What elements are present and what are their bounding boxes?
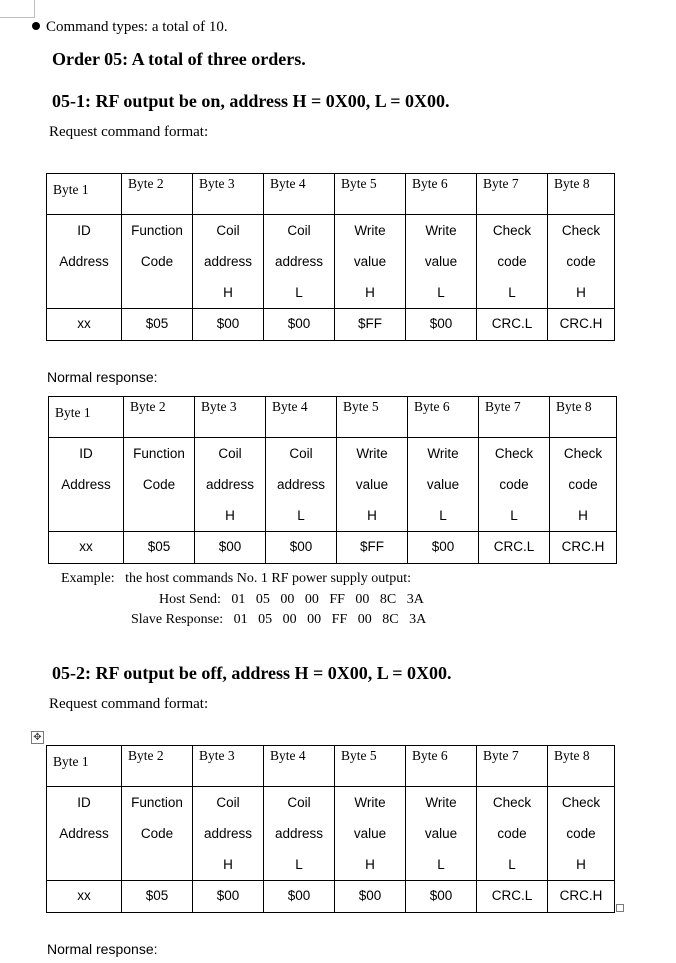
- header-cell: Byte 2: [122, 746, 193, 787]
- value-cell: CRC.H: [548, 309, 615, 341]
- description-line: H: [223, 857, 233, 872]
- section1-normal-label: Normal response:: [47, 369, 158, 385]
- value-cell: xx: [47, 881, 122, 913]
- description-line: Check: [563, 446, 603, 461]
- value-cell: CRC.L: [477, 881, 548, 913]
- description-line: [49, 500, 123, 531]
- description-line: L: [295, 857, 303, 872]
- header-cell: Byte 2: [124, 397, 195, 438]
- description-row: [47, 787, 615, 881]
- bullet-icon: [32, 22, 40, 30]
- header-cell: Byte 5: [335, 746, 406, 787]
- slave-response-line: [131, 612, 426, 628]
- description-cell: [193, 787, 264, 881]
- description-cell: [122, 787, 193, 881]
- description-line: value: [424, 254, 458, 269]
- header-cell: Byte 6: [408, 397, 479, 438]
- header-cell: Byte 4: [264, 746, 335, 787]
- response-table-1: [48, 396, 617, 564]
- description-cell: [406, 787, 477, 881]
- table-resize-handle[interactable]: [616, 904, 624, 912]
- description-cell: [406, 215, 477, 309]
- slave-response-label: Slave Response:: [131, 612, 224, 627]
- header-cell: Byte 5: [335, 174, 406, 215]
- description-line: Address: [61, 477, 111, 492]
- description-line: code: [499, 477, 529, 492]
- description-cell: [335, 787, 406, 881]
- description-row: [47, 215, 615, 309]
- description-line: Write: [354, 795, 386, 810]
- description-line: L: [437, 857, 445, 872]
- header-cell: Byte 6: [406, 746, 477, 787]
- description-line: Coil: [287, 223, 311, 238]
- table-move-handle-icon[interactable]: ✥: [31, 731, 44, 744]
- header-cell: Byte 3: [193, 174, 264, 215]
- description-cell: [548, 787, 615, 881]
- description-line: code: [566, 254, 596, 269]
- value-cell: $00: [335, 881, 406, 913]
- description-line: address: [203, 826, 253, 841]
- description-line: Write: [427, 446, 459, 461]
- description-line: L: [510, 508, 518, 523]
- description-line: Write: [425, 795, 457, 810]
- value-row: [47, 881, 615, 913]
- description-line: [122, 849, 192, 880]
- description-line: Function: [131, 223, 183, 238]
- description-line: Check: [561, 795, 601, 810]
- description-cell: [47, 215, 122, 309]
- description-line: Check: [492, 795, 532, 810]
- description-line: L: [295, 285, 303, 300]
- header-cell: Byte 4: [264, 174, 335, 215]
- header-cell: Byte 1: [49, 397, 124, 438]
- value-cell: CRC.H: [550, 532, 617, 564]
- header-cell: Byte 2: [122, 174, 193, 215]
- description-line: L: [297, 508, 305, 523]
- description-line: [122, 277, 192, 308]
- description-line: H: [365, 857, 375, 872]
- description-line: Address: [59, 826, 109, 841]
- request-table-1: [46, 173, 615, 341]
- header-cell: Byte 8: [548, 746, 615, 787]
- description-line: H: [576, 857, 586, 872]
- header-cell: Byte 4: [266, 397, 337, 438]
- value-cell: $05: [122, 881, 193, 913]
- description-line: L: [508, 285, 516, 300]
- description-line: code: [566, 826, 596, 841]
- description-line: Code: [142, 477, 176, 492]
- value-cell: $00: [193, 881, 264, 913]
- description-line: ID: [77, 795, 91, 810]
- description-line: Function: [131, 795, 183, 810]
- value-cell: $00: [266, 532, 337, 564]
- header-cell: Byte 8: [548, 174, 615, 215]
- description-cell: [122, 215, 193, 309]
- description-line: Check: [492, 223, 532, 238]
- description-line: Write: [354, 223, 386, 238]
- order-title: Order 05: A total of three orders.: [52, 49, 306, 69]
- description-line: L: [437, 285, 445, 300]
- value-cell: CRC.H: [548, 881, 615, 913]
- header-cell: Byte 7: [477, 174, 548, 215]
- value-cell: $00: [406, 881, 477, 913]
- description-cell: [550, 438, 617, 532]
- description-cell: [548, 215, 615, 309]
- description-line: H: [367, 508, 377, 523]
- description-cell: [477, 787, 548, 881]
- description-line: Coil: [289, 446, 313, 461]
- host-send-line: [159, 592, 424, 608]
- header-row: [49, 397, 617, 438]
- description-line: [47, 277, 121, 308]
- description-line: code: [497, 254, 527, 269]
- description-line: address: [205, 477, 255, 492]
- header-cell: Byte 7: [479, 397, 550, 438]
- header-row: [47, 174, 615, 215]
- description-line: L: [508, 857, 516, 872]
- header-cell: Byte 3: [193, 746, 264, 787]
- description-cell: [264, 787, 335, 881]
- value-cell: $05: [122, 309, 193, 341]
- value-cell: xx: [47, 309, 122, 341]
- description-line: code: [568, 477, 598, 492]
- description-cell: [124, 438, 195, 532]
- header-row: [47, 746, 615, 787]
- description-line: [47, 849, 121, 880]
- description-cell: [47, 787, 122, 881]
- value-cell: CRC.L: [477, 309, 548, 341]
- value-cell: CRC.L: [479, 532, 550, 564]
- description-line: H: [576, 285, 586, 300]
- description-line: code: [497, 826, 527, 841]
- description-line: Coil: [218, 446, 242, 461]
- section2-request-label: Request command format:: [49, 696, 209, 712]
- bullet-line: [32, 19, 228, 36]
- value-cell: $00: [195, 532, 266, 564]
- description-line: Coil: [216, 795, 240, 810]
- value-cell: $00: [264, 881, 335, 913]
- description-line: Check: [494, 446, 534, 461]
- description-line: address: [276, 477, 326, 492]
- description-line: ID: [79, 446, 93, 461]
- description-row: [49, 438, 617, 532]
- header-cell: Byte 5: [337, 397, 408, 438]
- description-line: H: [578, 508, 588, 523]
- description-line: address: [274, 826, 324, 841]
- description-line: L: [439, 508, 447, 523]
- description-line: Coil: [216, 223, 240, 238]
- page-corner-mark: [0, 0, 35, 18]
- section2-normal-label: Normal response:: [47, 941, 158, 957]
- description-line: Code: [140, 826, 174, 841]
- description-line: Write: [356, 446, 388, 461]
- description-line: value: [355, 477, 389, 492]
- description-line: Address: [59, 254, 109, 269]
- section1-title: 05-1: RF output be on, address H = 0X00, L = 0X00.: [52, 91, 450, 111]
- header-cell: Byte 7: [477, 746, 548, 787]
- description-cell: [477, 215, 548, 309]
- value-cell: $FF: [335, 309, 406, 341]
- header-cell: Byte 1: [47, 174, 122, 215]
- header-cell: Byte 8: [550, 397, 617, 438]
- header-cell: Byte 3: [195, 397, 266, 438]
- description-line: H: [365, 285, 375, 300]
- description-line: H: [225, 508, 235, 523]
- value-row: [47, 309, 615, 341]
- host-send-bytes: 01 05 00 00 FF 00 8C 3A: [231, 592, 424, 607]
- section2-title: 05-2: RF output be off, address H = 0X00, L = 0X00.: [52, 663, 452, 683]
- value-cell: $FF: [337, 532, 408, 564]
- description-line: Coil: [287, 795, 311, 810]
- example-line: [61, 571, 411, 587]
- description-cell: [195, 438, 266, 532]
- description-cell: [264, 215, 335, 309]
- description-line: [124, 500, 194, 531]
- header-cell: Byte 1: [47, 746, 122, 787]
- description-line: value: [424, 826, 458, 841]
- request-table-2: [46, 745, 615, 913]
- description-line: value: [426, 477, 460, 492]
- description-line: H: [223, 285, 233, 300]
- description-line: value: [353, 254, 387, 269]
- description-cell: [408, 438, 479, 532]
- description-line: Code: [140, 254, 174, 269]
- value-row: [49, 532, 617, 564]
- description-cell: [337, 438, 408, 532]
- description-line: Write: [425, 223, 457, 238]
- description-line: ID: [77, 223, 91, 238]
- section1-request-label: Request command format:: [49, 124, 209, 140]
- header-cell: Byte 6: [406, 174, 477, 215]
- description-line: Function: [133, 446, 185, 461]
- bullet-text: Command types: a total of 10.: [46, 19, 228, 35]
- description-cell: [479, 438, 550, 532]
- example-text: the host commands No. 1 RF power supply output:: [125, 571, 411, 586]
- description-cell: [335, 215, 406, 309]
- value-cell: $05: [124, 532, 195, 564]
- value-cell: $00: [264, 309, 335, 341]
- description-line: Check: [561, 223, 601, 238]
- value-cell: $00: [406, 309, 477, 341]
- host-send-label: Host Send:: [159, 592, 221, 607]
- value-cell: $00: [193, 309, 264, 341]
- example-label: Example:: [61, 571, 115, 586]
- description-line: address: [274, 254, 324, 269]
- value-cell: $00: [408, 532, 479, 564]
- description-cell: [193, 215, 264, 309]
- description-cell: [266, 438, 337, 532]
- description-line: address: [203, 254, 253, 269]
- description-cell: [49, 438, 124, 532]
- value-cell: xx: [49, 532, 124, 564]
- slave-response-bytes: 01 05 00 00 FF 00 8C 3A: [233, 612, 427, 627]
- description-line: value: [353, 826, 387, 841]
